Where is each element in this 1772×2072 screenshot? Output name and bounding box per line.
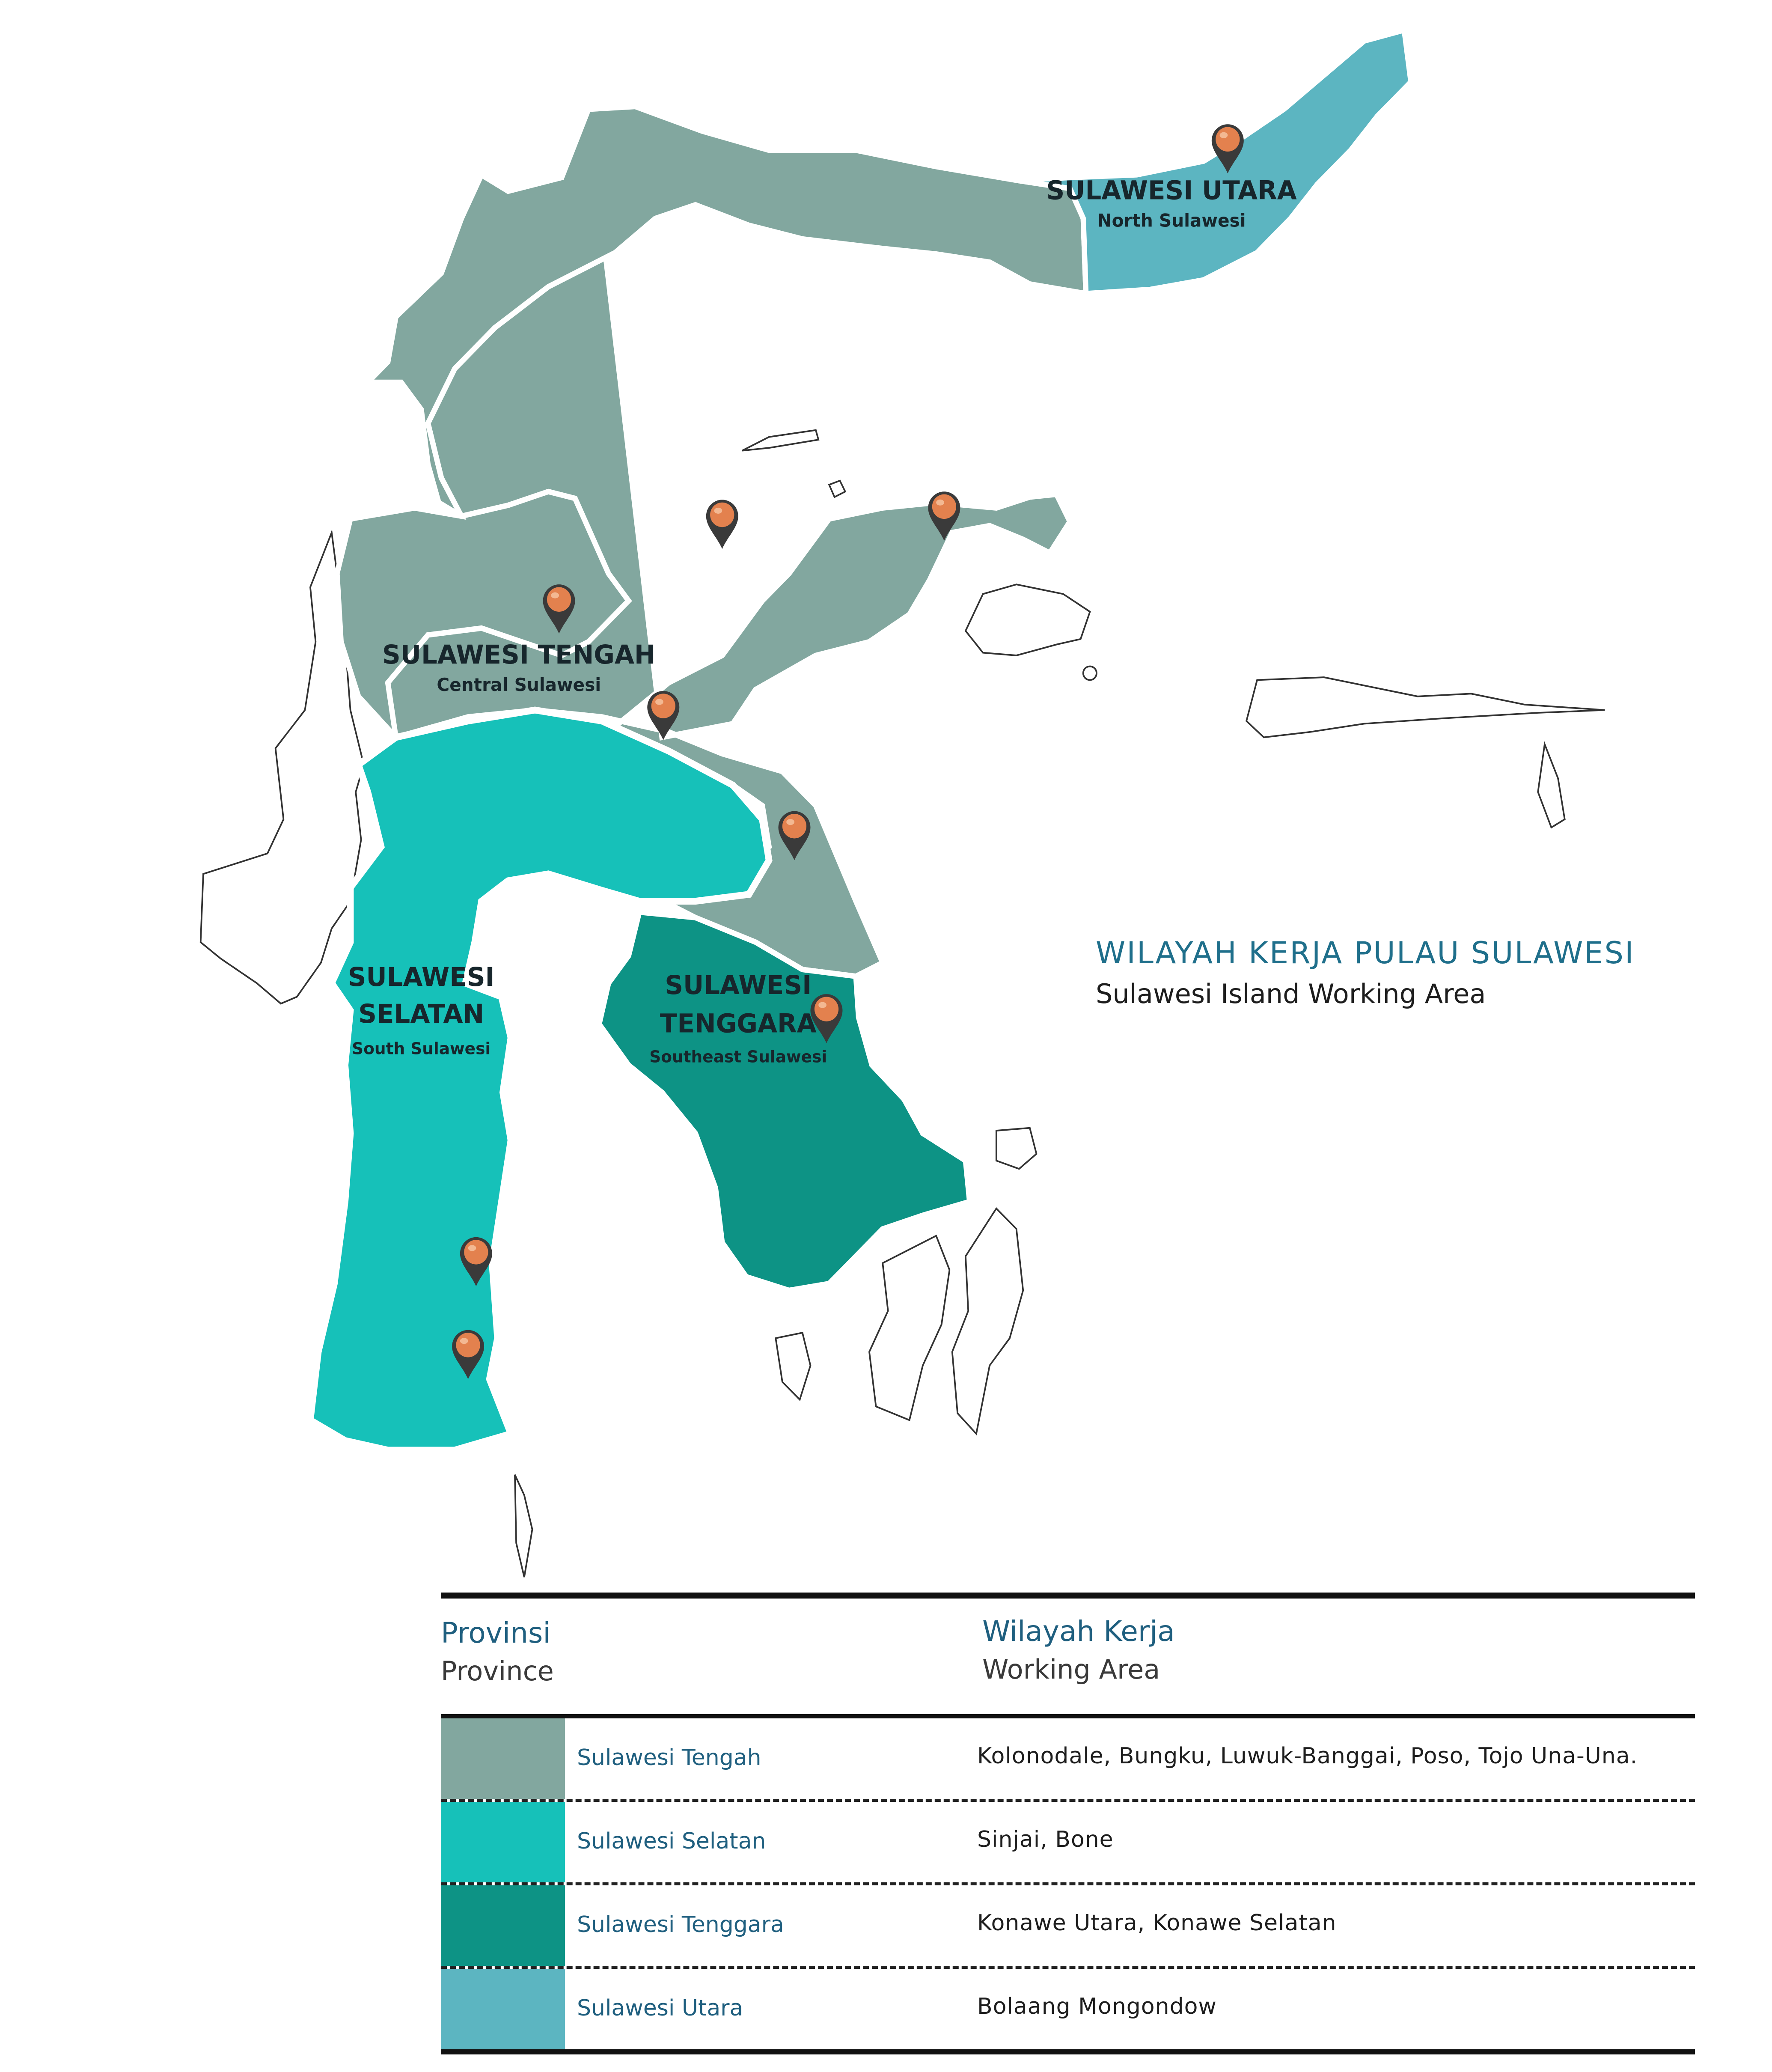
label-selatan-1: SULAWESI <box>348 962 495 993</box>
legend-header-province-sub: Province <box>441 1655 554 1687</box>
legend-header-province <box>441 1617 554 1687</box>
legend-header-area-sub: Working Area <box>982 1654 1160 1685</box>
label-tenggara-2: TENGGARA <box>660 1008 817 1039</box>
legend-table <box>441 1593 1695 2054</box>
label-tengah-en: Central Sulawesi <box>437 674 601 696</box>
legend-header-area-label: Wilayah Kerja <box>982 1615 1175 1648</box>
label-selatan-2: SELATAN <box>358 999 485 1030</box>
legend-areas: Sinjai, Bone <box>977 1827 1114 1852</box>
label-selatan-en: South Sulawesi <box>352 1039 491 1058</box>
legend-swatch <box>441 1885 565 1966</box>
legend-row <box>441 1885 1695 1969</box>
label-utara-en: North Sulawesi <box>1097 210 1246 231</box>
legend-province: Sulawesi Selatan <box>577 1828 766 1854</box>
legend-areas: Konawe Utara, Konawe Selatan <box>977 1910 1337 1936</box>
label-tenggara-1: SULAWESI <box>665 970 812 1001</box>
legend-province: Sulawesi Utara <box>577 1995 743 2021</box>
map-title-main: WILAYAH KERJA PULAU SULAWESI <box>1096 935 1635 971</box>
legend-swatch <box>441 1718 565 1799</box>
legend-header-province-label: Provinsi <box>441 1617 551 1649</box>
legend-areas: Bolaang Mongondow <box>977 1994 1217 2019</box>
map-title-sub: Sulawesi Island Working Area <box>1096 978 1486 1009</box>
legend-header <box>441 1599 1695 1718</box>
legend-bottom-rule <box>441 2049 1695 2054</box>
label-tengah: SULAWESI TENGAH <box>382 640 656 670</box>
province-tenggara <box>599 912 969 1291</box>
legend-province: Sulawesi Tenggara <box>577 1912 784 1938</box>
label-utara: SULAWESI UTARA <box>1046 176 1297 206</box>
map-title <box>1096 935 1635 1009</box>
legend-top-rule <box>441 1593 1695 1599</box>
legend-swatch <box>441 1969 565 2049</box>
location-pin-icon <box>706 500 738 549</box>
legend-province: Sulawesi Tengah <box>577 1745 761 1771</box>
legend-row <box>441 1802 1695 1885</box>
legend-swatch <box>441 1802 565 1882</box>
legend-header-area <box>982 1615 1175 1685</box>
label-tenggara-en: Southeast Sulawesi <box>649 1047 827 1066</box>
legend-areas: Kolonodale, Bungku, Luwuk-Banggai, Poso, Tojo Una-Una. <box>977 1743 1638 1769</box>
legend-row <box>441 1969 1695 2049</box>
legend-row <box>441 1718 1695 1802</box>
